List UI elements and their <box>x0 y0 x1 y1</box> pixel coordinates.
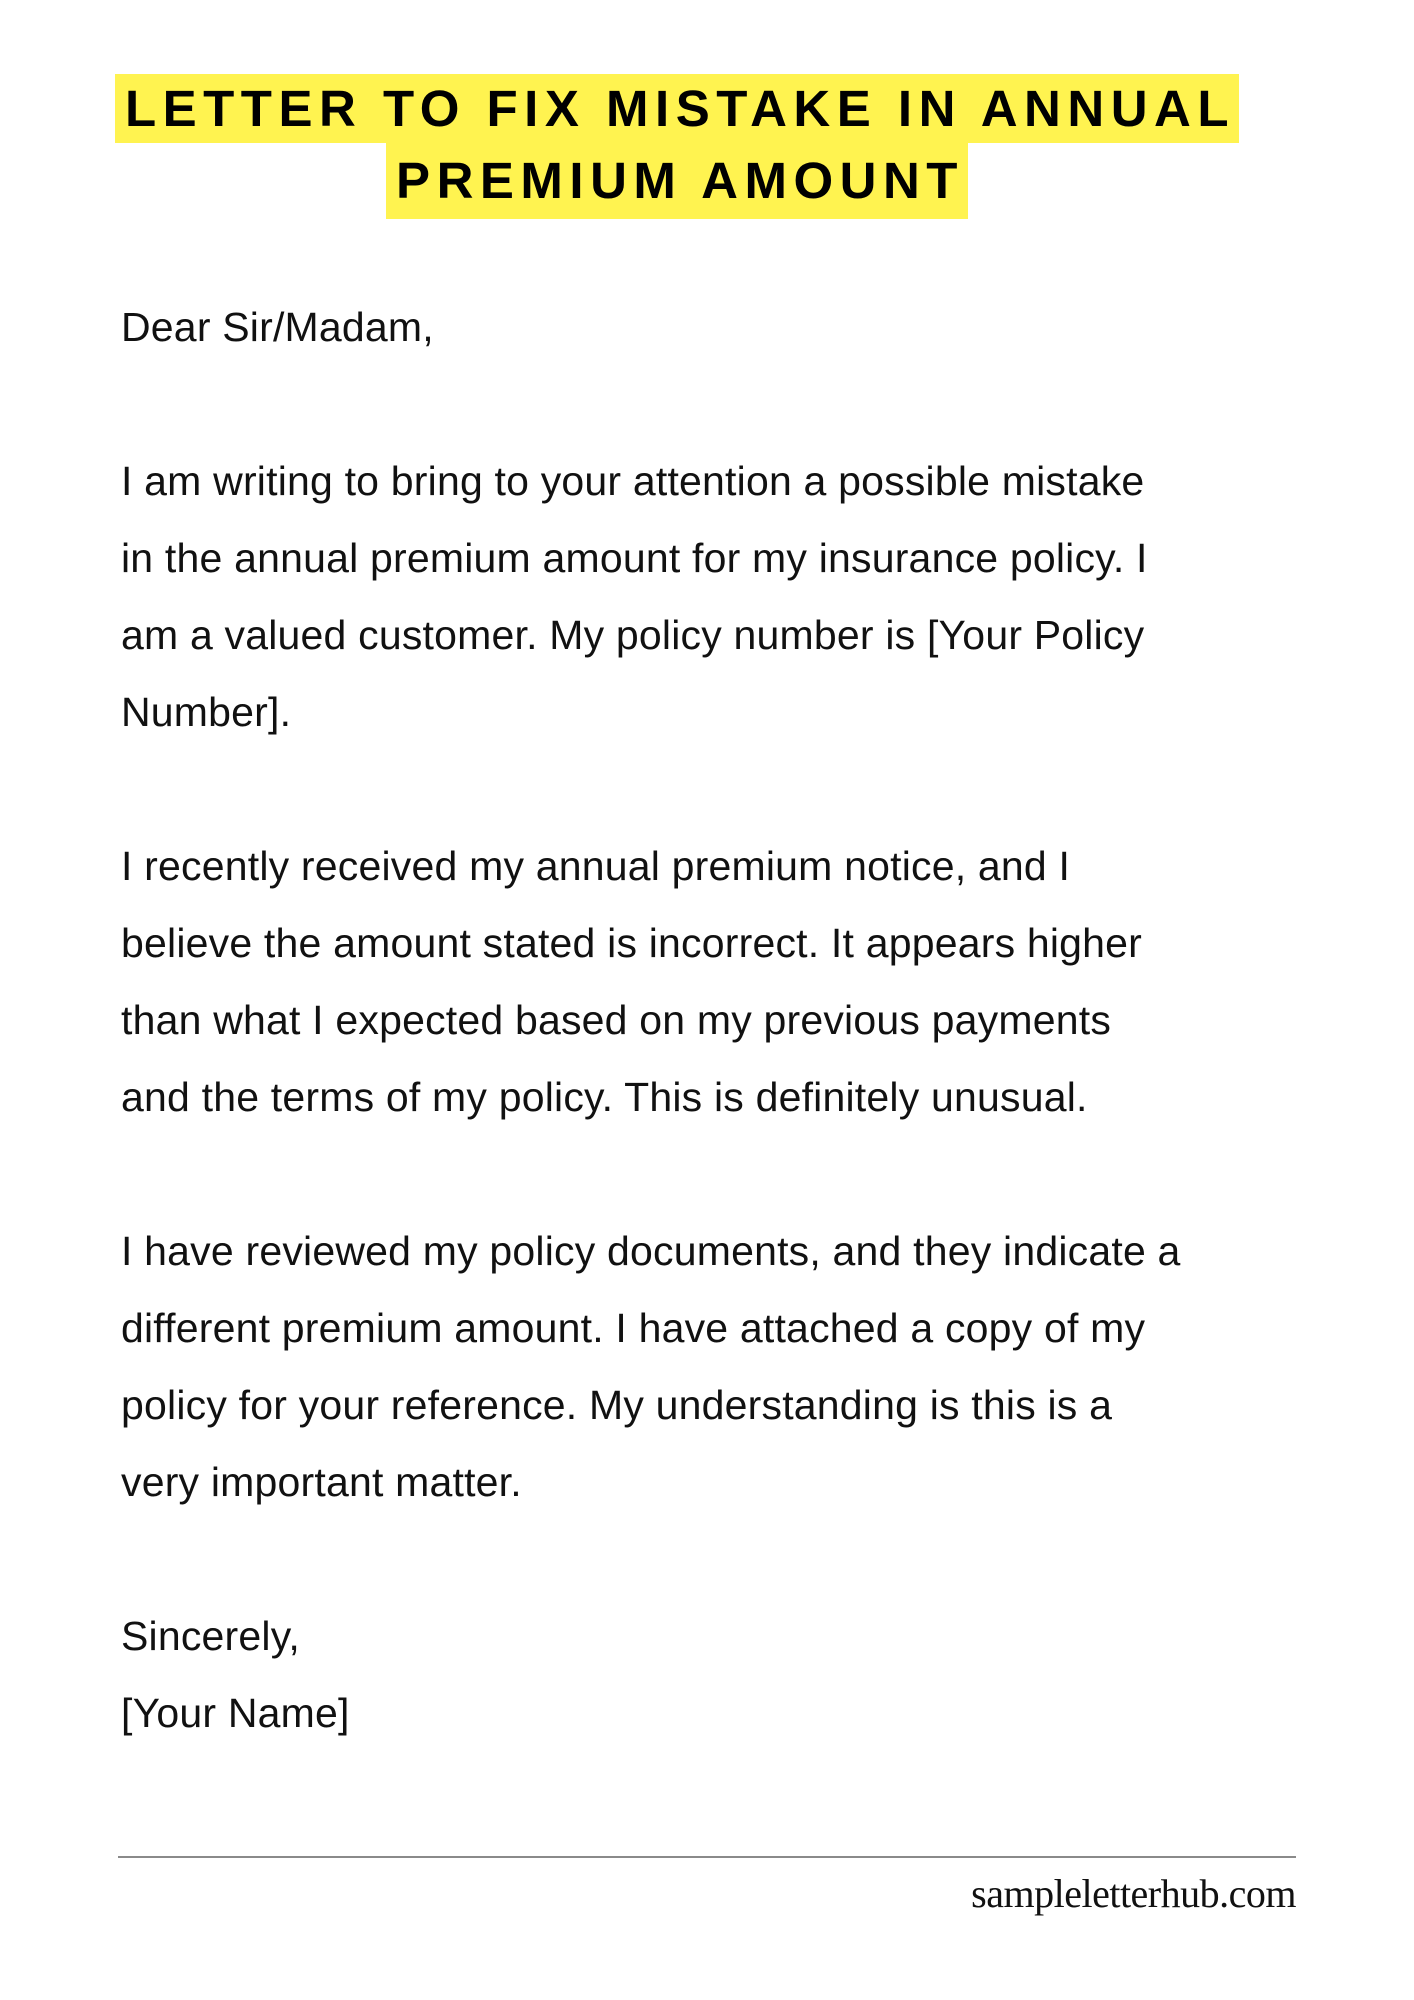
footer-site-name: sampleletterhub.com <box>971 1871 1296 1916</box>
spacer <box>121 1136 1381 1213</box>
letter-body <box>121 289 1381 1752</box>
paragraph-1 <box>121 443 1381 751</box>
title-line-2: PREMIUM AMOUNT <box>386 143 968 219</box>
title-line-1: LETTER TO FIX MISTAKE IN ANNUAL <box>115 74 1239 143</box>
spacer <box>121 366 1381 443</box>
paragraph-line: am a valued customer. My policy number is [Your Policy <box>121 612 1145 658</box>
paragraph-line: believe the amount stated is incorrect. It appears higher <box>121 920 1143 966</box>
paragraph-line: I recently received my annual premium notice, and I <box>121 843 1071 889</box>
paragraph-line: Number]. <box>121 689 292 735</box>
paragraph-line: and the terms of my policy. This is definitely unusual. <box>121 1074 1088 1120</box>
spacer <box>121 1521 1381 1598</box>
paragraph-line: than what I expected based on my previous payments <box>121 997 1112 1043</box>
signature: [Your Name] <box>121 1690 350 1736</box>
letter-title <box>0 74 1354 219</box>
paragraph-line: very important matter. <box>121 1459 522 1505</box>
footer-divider <box>118 1856 1296 1858</box>
salutation: Dear Sir/Madam, <box>121 304 434 350</box>
title-row-2 <box>0 143 1354 219</box>
paragraph-2 <box>121 828 1381 1136</box>
spacer <box>121 751 1381 828</box>
paragraph-line: policy for your reference. My understanding is this is a <box>121 1382 1113 1428</box>
paragraph-line: I have reviewed my policy documents, and they indicate a <box>121 1228 1181 1274</box>
closing: Sincerely, <box>121 1613 300 1659</box>
title-row-1 <box>0 74 1354 143</box>
paragraph-line: different premium amount. I have attached a copy of my <box>121 1305 1146 1351</box>
paragraph-line: I am writing to bring to your attention a possible mistake <box>121 458 1145 504</box>
paragraph-3 <box>121 1213 1381 1521</box>
paragraph-line: in the annual premium amount for my insurance policy. I <box>121 535 1148 581</box>
